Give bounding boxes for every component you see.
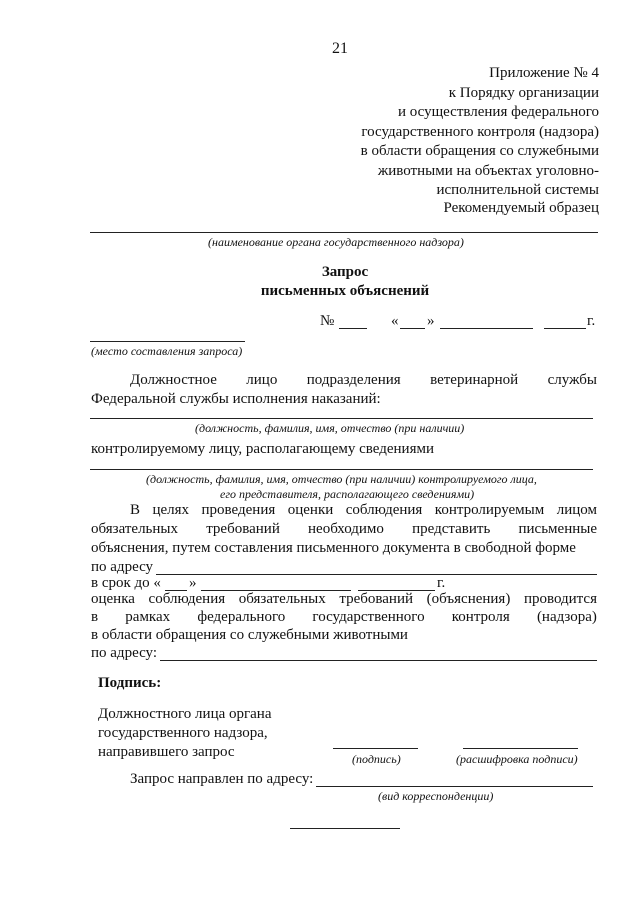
appendix-line: Приложение № 4 [489,65,599,81]
signature-official-line: Должностного лица органа [98,706,272,722]
word: оценки [287,502,334,518]
appendix-line: и осуществления федерального [397,104,599,120]
word: оценка [91,591,135,607]
quote-open: « [391,313,399,329]
word: федерального [197,609,286,625]
document-subtitle: письменных объяснений [260,283,430,299]
appendix-line: в области обращения со служебными [360,143,599,159]
signature-official-block [98,705,272,762]
term-prefix: в срок до « [91,575,161,591]
appendix-line: к Порядку организации [448,84,599,101]
appendix-line: государственного контроля (надзора) [361,123,599,140]
controlled-person-field[interactable] [90,469,593,470]
word: контролируемым [434,502,545,518]
word: (объяснения) [426,591,511,607]
word: государственного [312,609,425,625]
word: требований [339,591,414,607]
word: лицом [556,502,597,518]
purpose-paragraph-line1 [130,502,597,519]
term-year-suffix: г. [437,575,446,591]
day-field[interactable] [400,328,425,329]
appendix-line: исполнительной системы [436,182,599,198]
signature-caption: (подпись) [352,752,401,766]
word: подразделения [306,372,401,388]
number-field[interactable] [339,328,367,329]
controlled-person-caption-1: (должность, фамилия, имя, отчество (при наличии) контролируемого лица, [146,472,537,486]
word: необходимо [308,521,384,537]
number-sign: № [320,313,335,329]
controlled-person-text: контролируемому лицу, располагающему сведениями [91,441,434,457]
official-name-field[interactable] [90,418,593,419]
purpose-paragraph-line2 [91,521,597,538]
appendix-line: животными на объектах уголовно- [377,162,599,179]
document-title: Запрос [321,264,369,280]
place-field[interactable] [90,341,245,342]
correspondence-caption: (вид корреспонденции) [378,789,494,803]
sent-label: Запрос направлен по адресу: [130,771,314,787]
appendix-block [361,64,599,201]
word: соблюдения [345,502,423,518]
quote-close: » [427,313,435,329]
purpose-paragraph-line3: объяснения, путем составления письменного документа в свободной форме [91,540,576,556]
term-quote: » [189,575,197,591]
signature-heading: Подпись: [98,675,162,691]
word: ветеринарной [430,372,519,388]
sample-label: Рекомендуемый образец [443,200,599,216]
word: в [91,609,99,625]
signature-decode-caption: (расшифровка подписи) [456,752,578,766]
signature-official-line: государственного надзора, [98,725,268,741]
word: обязательных [238,591,326,607]
assessment-paragraph-line2 [91,609,597,626]
controlled-person-caption-2: его представителя, располагающего сведениями) [220,487,475,501]
official-paragraph-line1 [130,372,597,389]
organ-name-caption: (наименование органа государственного надзора) [208,235,464,249]
word: Должностное [130,372,217,388]
word: соблюдения [148,591,226,607]
word: рамках [125,609,171,625]
place-caption: (место составления запроса) [91,344,243,358]
word: (надзора) [536,609,597,625]
signature-field[interactable] [333,748,418,749]
word: лицо [246,372,278,388]
month-field[interactable] [440,328,533,329]
word: контроля [451,609,510,625]
assessment-paragraph-line3: в области обращения со служебными животными [91,627,408,643]
signature-decode-field[interactable] [463,748,578,749]
word: проведения [201,502,276,518]
assessment-paragraph-line1 [91,591,597,608]
year-suffix: г. [587,313,596,329]
word: обязательных [91,521,178,537]
address-field[interactable] [156,574,597,575]
official-caption: (должность, фамилия, имя, отчество (при наличии) [195,421,465,435]
page-number: 21 [332,40,348,57]
word: требований [206,521,280,537]
assessment-address-field[interactable] [160,660,597,661]
year-field[interactable] [544,328,586,329]
assessment-address-label: по адресу: [91,645,158,661]
official-paragraph-line2: Федеральной службы исполнения наказаний: [91,391,381,407]
word: письменные [518,521,597,537]
signature-official-line: направившего запрос [98,744,235,760]
closing-rule [290,828,400,829]
word: В [130,502,141,518]
word: представить [412,521,491,537]
organ-name-line[interactable] [90,232,598,233]
sent-address-field[interactable] [316,786,593,787]
word: целях [152,502,190,518]
address-label: по адресу [91,559,154,575]
word: проводится [523,591,597,607]
word: службы [547,372,597,388]
